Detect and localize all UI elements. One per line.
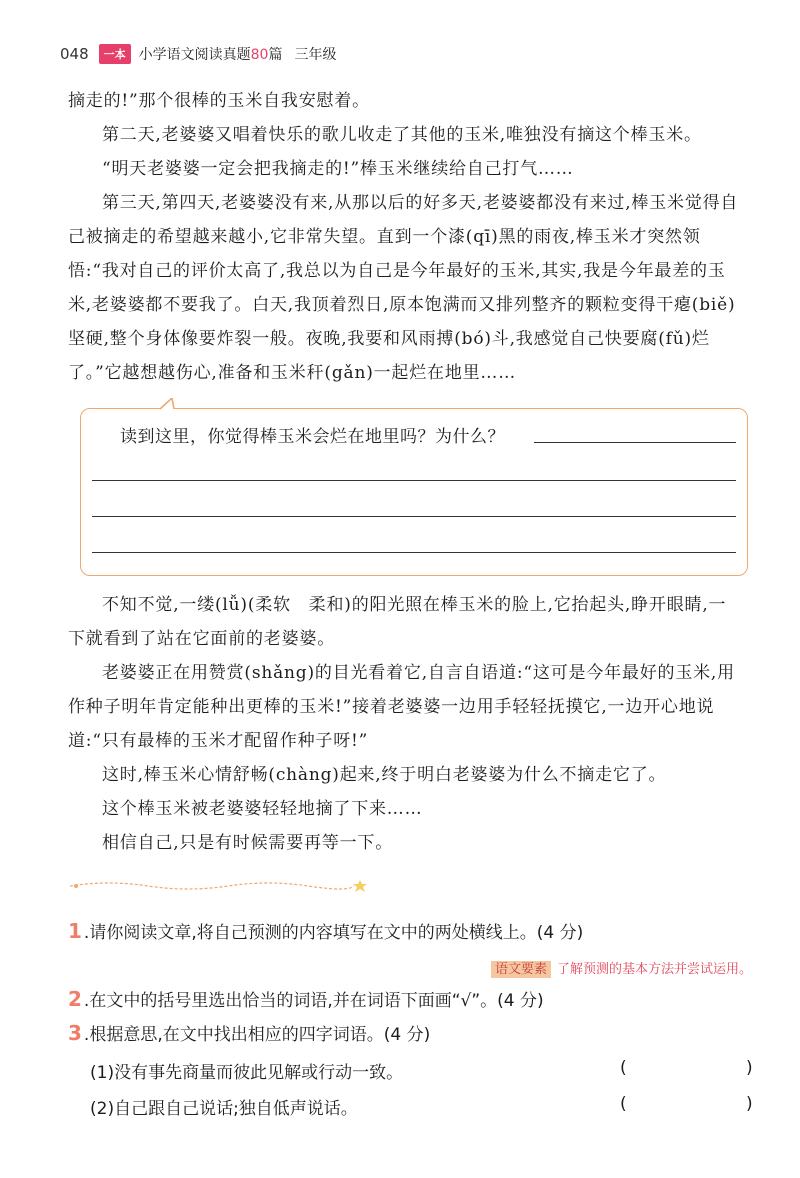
answer-line-3[interactable] bbox=[92, 516, 736, 517]
answer-slot-1[interactable] bbox=[640, 1058, 740, 1080]
story-paragraph-5: 不知不觉,一缕(lǚ)(柔软 柔和)的阳光照在棒玉米的脸上,它抬起头,睁开眼睛,一下就看到了站在它面前的老婆婆。 bbox=[68, 595, 727, 649]
prediction-prompt: 读到这里，你觉得棒玉米会烂在地里吗？为什么？ bbox=[120, 427, 505, 447]
answer-bracket-close-2: ) bbox=[746, 1094, 753, 1114]
brand-logo: 一本 bbox=[99, 44, 131, 64]
answer-bracket-open-1: ( bbox=[620, 1058, 627, 1078]
page-header bbox=[60, 42, 336, 66]
story-paragraph-7: 这时,棒玉米心情舒畅(chàng)起来,终于明白老婆婆为什么不摘走它了。 bbox=[102, 765, 667, 785]
story-paragraph-4: 第三天,第四天,老婆婆没有来,从那以后的好多天,老婆婆都没有来过,棒玉米觉得自己被摘走的希望越来越小,它非常失望。直到一个漆(qī)黑的雨夜,棒玉米才突然领悟:“我对自己的评价太高了,我总以为自己是今年最好的玉米,其实,我是今年最差的玉米,老婆婆都不要我了。白天,我顶着烈日,原本饱满而又排列整齐的颗粒变得干瘪(biě)坚硬,整个身体像要炸裂一般。夜晚,我要和风雨搏(bó)斗,我感觉自己快要腐(fǔ)烂了。”它越想越伤心,准备和玉米秆(gǎn)一起烂在地里…… bbox=[68, 193, 739, 383]
question-2: 2 .在文中的括号里选出恰当的词语,并在词语下面画“√”。(4 分) bbox=[68, 987, 544, 1011]
series-title: 小学语文阅读真题80篇 bbox=[138, 47, 283, 63]
skill-note: 语文要素 了解预测的基本方法并尝试运用。 bbox=[491, 958, 752, 977]
skill-tag: 语文要素 bbox=[491, 961, 551, 978]
question-3-item-1: (1)没有事先商量而彼此见解或行动一致。 bbox=[90, 1063, 404, 1083]
star-icon bbox=[353, 880, 367, 892]
answer-line-4[interactable] bbox=[92, 552, 736, 553]
story-paragraph-2: 第二天,老婆婆又唱着快乐的歌儿收走了其他的玉米,唯独没有摘这个棒玉米。 bbox=[102, 125, 702, 145]
grade-label: 三年级 bbox=[294, 47, 337, 63]
question-3: 3 .根据意思,在文中找出相应的四字词语。(4 分) bbox=[68, 1021, 431, 1045]
story-paragraph-9: 相信自己,只是有时候需要再等一下。 bbox=[102, 833, 394, 853]
question-1: 1 .请你阅读文章,将自己预测的内容填写在文中的两处横线上。(4 分) bbox=[68, 919, 584, 943]
answer-bracket-open-2: ( bbox=[620, 1094, 627, 1114]
answer-line-1[interactable] bbox=[534, 442, 736, 443]
page-number: 048 bbox=[60, 45, 89, 63]
story-paragraph-6: 老婆婆正在用赞赏(shǎng)的目光看着它,自言自语道:“这可是今年最好的玉米,用作种子明年肯定能种出更棒的玉米!”接着老婆婆一边用手轻轻抚摸它,一边开心地说道:“只有最棒的玉米才配留作种子呀!” bbox=[68, 663, 735, 751]
question-3-item-2: (2)自己跟自己说话;独自低声说话。 bbox=[90, 1099, 358, 1119]
decorative-divider bbox=[68, 878, 368, 894]
speech-notch-icon bbox=[160, 398, 180, 410]
answer-line-2[interactable] bbox=[92, 480, 736, 481]
answer-bracket-close-1: ) bbox=[746, 1058, 753, 1078]
story-paragraph-8: 这个棒玉米被老婆婆轻轻地摘了下来…… bbox=[102, 799, 423, 819]
story-paragraph-3: “明天老婆婆一定会把我摘走的!”棒玉米继续给自己打气…… bbox=[102, 159, 574, 179]
answer-slot-2[interactable] bbox=[640, 1094, 740, 1116]
story-paragraph-1: 摘走的!”那个很棒的玉米自我安慰着。 bbox=[68, 91, 370, 111]
